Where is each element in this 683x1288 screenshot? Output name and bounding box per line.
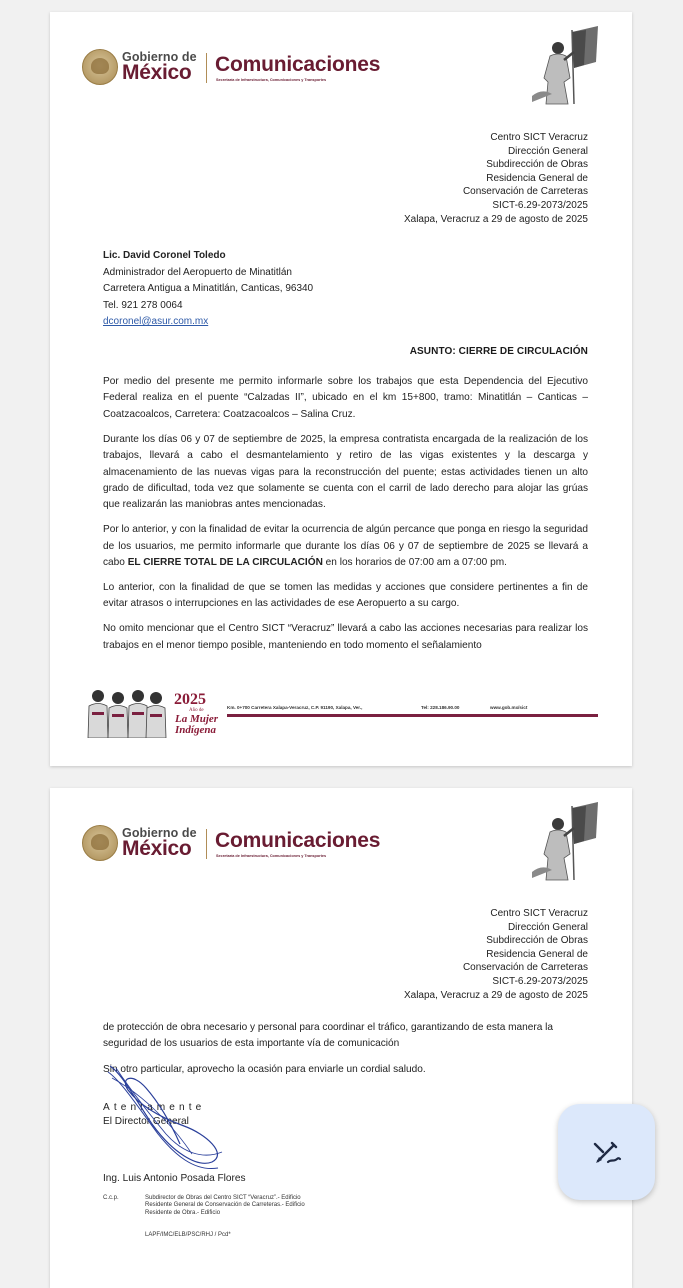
meta-line: Centro SICT Veracruz [490,132,588,143]
comunicaciones-label: Comunicaciones [215,53,381,76]
footer-phone: Tel: 228.186.90.00 [421,705,460,710]
sender-block [404,131,588,226]
subject-line: ASUNTO: CIERRE DE CIRCULACIÓN [409,346,588,357]
flag-woman-emblem-icon [528,802,602,882]
meta-line: Subdirección de Obras [486,935,588,947]
paragraph: No omito mencionar que el Centro SICT “Veracruz” llevará a cabo las acciones necesarias para realizar los trabajos en el menor tiempo posible, manteniendo en todo momento el señalamiento [103,623,588,651]
document-page-1 [50,12,632,766]
ccp-line: Residente General de Conservación de Carreteras.- Edificio [145,1202,305,1209]
comunicaciones-label: Comunicaciones [215,829,381,852]
letterhead-divider [206,53,207,83]
mexico-label: México [122,61,192,84]
signer-name: Ing. Luis Antonio Posada Flores [103,1173,246,1184]
meta-line: SICT-6.29-2073/2025 [492,199,588,211]
meta-line: Xalapa, Veracruz a 29 de agosto de 2025 [403,989,588,1001]
addressee-phone: Tel. 921 278 0064 [103,299,183,311]
meta-line: Conservación de Carreteras [462,962,588,974]
meta-line: Xalapa, Veracruz a 29 de agosto de 2025 [403,213,588,225]
flag-woman-emblem-icon [528,26,602,106]
paragraph: Durante los días 06 y 07 de septiembre de 2025, la empresa contratista encargada de la realización de los trabajos, llevará a cabo el desmantelamiento y retiro de las vigas existentes y la descarga y almacenamiento de las nuevas vigas para la reconstrucción del puente; estas actividades tienen un alto grado de dificultad, toda vez que solamente se cuenta con el carril de lado derecho para alojar las grúas que realizarán las maniobras antes mencionadas. [103,433,588,511]
meta-line: Conservación de Carreteras [462,186,588,198]
indigenous-women-illustration-icon [86,682,170,738]
addressee-name: Lic. David Coronel Toledo [103,250,226,261]
addressee-email-link[interactable]: dcoronel@asur.com.mx [103,316,209,327]
pen-edit-icon [590,1135,624,1169]
meta-line: Residencia General de [486,172,588,184]
mujer-indigena-label: La Mujer Indígena [175,713,219,736]
signer-role: El Director General [103,1116,189,1127]
letter-body [103,374,588,663]
addressee-block [103,248,313,331]
farewell-paragraph: Sin otro particular, aprovecho la ocasión para enviarle un cordial saludo. [103,1064,426,1075]
gobierno-label: Gobierno de [122,826,197,840]
atentamente-label: Atentamente [103,1102,206,1113]
letterhead [82,824,602,864]
meta-line: Dirección General [507,921,588,933]
secretaria-label: Secretaría de Infraestructura, Comunicaciones y Transportes [216,78,327,82]
paragraph: Por lo anterior, y con la finalidad de evitar la ocurrencia de algún percance que ponga en riesgo la seguridad de los usuarios, me permito informarle que durante los días 06 y 07 de septiembre de 2025 se llevará a cabo EL CIERRE TOTAL DE LA CIRCULACIÓN en los horarios de 07:00 am a 07:00 pm. [103,524,588,569]
letter-footer [86,680,606,740]
document-page-2 [50,788,632,1288]
footer-rule [227,714,598,717]
letterhead-divider [206,829,207,859]
ccp-line: Subdirector de Obras del Centro SICT “Veracruz”.- Edificio [145,1195,301,1201]
year-label: 2025 [174,691,206,708]
ccp-recipients [145,1195,305,1217]
continuation-paragraph: de protección de obra necesario y personal para coordinar el tráfico, garantizando de esta manera la seguridad de los usuarios de esta importante vía de comunicación [103,1022,554,1050]
meta-line: Centro SICT Veracruz [490,908,588,919]
meta-line: SICT-6.29-2073/2025 [492,975,588,987]
sender-block [404,907,588,1002]
ccp-label: C.c.p. [103,1195,119,1201]
paragraph: Por medio del presente me permito informarle sobre los trabajos que esta Dependencia del Ejecutivo Federal realiza en el puente “Calzadas II”, ubicado en el km 15+800, tramo: Minatitlán – Canticas – Coatzacoalcos, Carretera: Coatzacoalcos – Salina Cruz. [103,376,588,420]
ccp-line: Residente de Obra.- Edificio [145,1209,221,1216]
national-seal-icon [82,825,118,861]
closure-emphasis: EL CIERRE TOTAL DE LA CIRCULACIÓN [127,557,323,569]
meta-line: Dirección General [507,145,588,157]
footer-website: www.gob.mx/sict [490,705,528,710]
annotate-button[interactable] [558,1104,655,1200]
addressee-title: Administrador del Aeropuerto de Minatitlán [103,266,292,278]
secretaria-label: Secretaría de Infraestructura, Comunicaciones y Transportes [216,854,327,858]
addressee-address: Carretera Antigua a Minatitlán, Canticas, 96340 [103,283,314,294]
national-seal-icon [82,49,118,85]
footer-address: Km. 0+700 Carretera Xalapa-Veracruz, C.P. 91190, Xalapa, Ver., [227,705,363,710]
letterhead [82,48,602,88]
meta-line: Residencia General de [486,948,588,960]
reference-initials: LAPF/IMC/ELB/PSC/RHJ / Pcd* [145,1232,231,1238]
meta-line: Subdirección de Obras [486,159,588,171]
year-sub-label: Año de [189,708,204,713]
mexico-label: México [122,837,192,860]
gobierno-label: Gobierno de [122,50,197,64]
paragraph: Lo anterior, con la finalidad de que se tomen las medidas y acciones que considere pertinentes a fin de evitar atrasos o interrupciones en las actividades de ese Aeropuerto a su cargo. [103,581,588,610]
